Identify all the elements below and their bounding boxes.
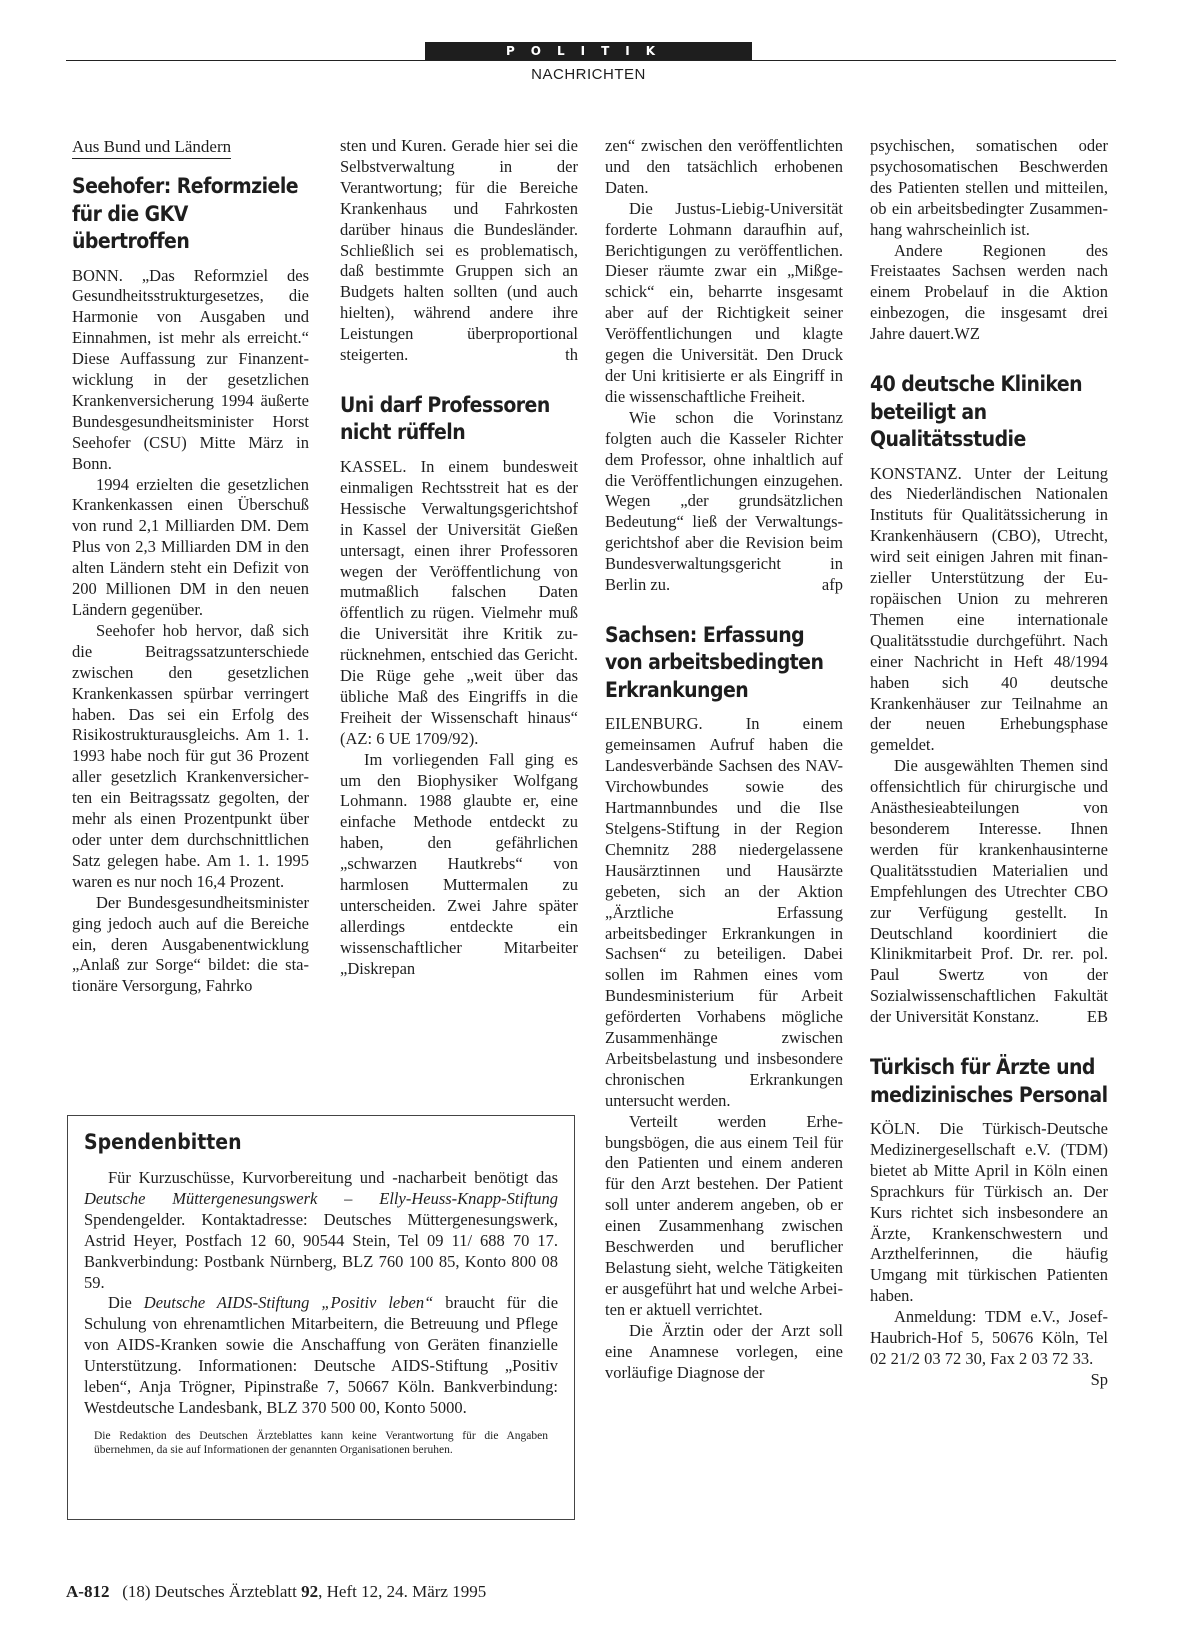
page-number: A-812	[66, 1582, 110, 1601]
article-paragraph: KASSEL. In einem bundesweit einmaligen Rechtsstreit hat es der Hessische Verwaltungsgerichtshof in Kassel der Universität Gießen untersagt, einen ihrer Professoren wegen der Veröffentlichung von mutmaßlich falschen Daten öffentlich zu rügen. Vielmehr muß die Universität ihre Kritik zurücknehmen, entschied das Gericht. Die Rüge gehe „weit über das übliche Maß des Eingriffs in die Freiheit der Wissenschaft hinaus“ (AZ: 6 UE 1709/92).	[340, 456, 578, 748]
article-paragraph: Der Bundesgesundheitsminister ging jedoch auch auf die Bereiche ein, deren Ausgabenentwicklung „Anlaß zur Sorge“ bildet: die stationäre Versorgung, Fahrko	[72, 892, 309, 996]
volume-number: 92	[301, 1582, 319, 1601]
page-footer	[66, 1581, 486, 1603]
article-paragraph: Die ausgewählten Themen sind offensichtlich für chirurgische und Anästhesieabteilungen von besonderem Interesse. Ihnen werden für krankenhausinterne Qualitätsstudien Materialien und Empfehlungen des Utrechter CBO zur Verfügung gestellt. In Deutschland koordiniert die Klinikmitarbeit Prof. Dr. rer. pol. Paul Swertz von der Sozialwissenschaftlichen Fakultät der Universität Konstanz. EB	[870, 756, 1108, 1027]
donation-box	[67, 1115, 575, 1520]
headline-sachsen: Sachsen: Erfassung von arbeitsbedingten Erkrankungen	[605, 622, 824, 702]
article-paragraph: Die Ärztin oder der Arzt soll eine Anamnese vorlegen, eine vorläufige Diagnose der	[605, 1320, 843, 1382]
article-paragraph: Andere Regionen des Freistaates Sachsen werden nach einem Probelauf in die Aktion einbezogen, die insgesamt drei Jahre dauert.WZ	[870, 240, 1108, 344]
organization-name: Deutsche Müttergenesungswerk – Elly-Heuss-Knapp-Stiftung	[84, 1188, 558, 1208]
column-2	[340, 136, 578, 980]
article-paragraph: sten und Kuren. Gerade hier sei die Selbstverwaltung in der Verantwortung; für die Bereiche Krankenhaus und Fahrkosten darüber hinaus die Bundesländer. Schließlich sei es problematisch, daß bestimmte Gruppen sich an Budgets halten sollten (und auch hielten), während andere ihre Leistungen überproportional steigerten. th	[340, 136, 578, 365]
box-paragraph: Für Kurzuschüsse, Kurvorbereitung und -nacharbeit benötigt das Deutsche Müttergenesungswerk – Elly-Heuss-Knapp-Stiftung Spendengelder. Kontaktadresse: Deutsches Müttergenesungswerk, Astrid Heyer, Postfach 12 60, 90544 Stein, Tel 09 11/ 688 70 17. Bankverbindung: Postbank Nürnberg, BLZ 760 100 85, Konto 800 08 59.	[84, 1168, 558, 1292]
headline-uni-professoren: Uni darf Professoren nicht rüffeln	[340, 392, 550, 445]
column-4	[870, 136, 1108, 1391]
rubric-kicker: Aus Bund und Ländern	[72, 136, 231, 159]
section-label: POLITIK	[425, 42, 752, 60]
article-paragraph: BONN. „Das Reformziel des Gesundheitsstrukturgesetzes, die Harmonie von Ausgaben und Einnahmen, ist mehr als erreicht.“ Diese Auffassung zur Finanzentwicklung in der gesetzlichen Krankenversicherung 1994 äußerte Bundesgesundheitsminister Horst Seehofer (CSU) Mitte März in Bonn.	[72, 265, 309, 473]
article-paragraph: Die Justus-Liebig-Universität forderte Lohmann daraufhin auf, Berichtigungen zu veröffentlichen. Dieser räumte zwar ein „Mißgeschick“ ein, beharrte insgesamt aber auf der Richtigkeit seiner Veröffentlichungen und klagte gegen die Universität. Den Druck der Uni kritisierte er als Eingriff in die wissenschaftliche Freiheit.	[605, 198, 843, 406]
issue-date: , Heft 12, 24. März 1995	[318, 1582, 487, 1601]
column-3	[605, 136, 843, 1383]
subsection-label: NACHRICHTEN	[531, 66, 646, 83]
article-paragraph: 1994 erzielten die gesetzlichen Krankenkassen einen Überschuß von rund 2,1 Milliarden DM. Dem Plus von 2,3 Milliarden DM in den alten Ländern steht ein Defizit von 200 Millionen DM in den neuen Ländern gegenüber.	[72, 474, 309, 619]
column-1	[72, 136, 309, 997]
issue-text: (18) Deutsches Ärzteblatt	[122, 1582, 302, 1601]
box-title: Spendenbitten	[84, 1130, 242, 1154]
author-signature: WZ	[954, 324, 980, 344]
article-paragraph: KONSTANZ. Unter der Leitung des Niederländischen Nationalen Instituts für Qualitätssicherung in Krankenhäusern (CBO), Utrecht, wird seit einigen Jahren mit finanzieller Unterstützung der Europäischen Union zu mehreren Themen eine internationale Qualitätsstudie durchgeführt. Nach einer Nachricht in Heft 48/1994 haben sich 40 deutsche Krankenhäuser zur Teilnahme an der neuen Erhebungsphase gemeldet.	[870, 463, 1108, 755]
header-rule	[66, 60, 1116, 61]
author-signature: Sp	[1090, 1369, 1108, 1389]
article-paragraph: Im vorliegenden Fall ging es um den Biophysiker Wolfgang Lohmann. 1988 glaubte er, eine einfache Methode entdeckt zu haben, den gefährlichen „schwarzen Hautkrebs“ von harmlosen Muttermalen zu unterscheiden. Zwei Jahre später allerdings entdeckte ein wissenschaftlicher Mitarbeiter „Diskrepan	[340, 749, 578, 978]
author-signature: afp	[821, 575, 843, 595]
headline-tuerkisch: Türkisch für Ärzte und medizinisches Personal	[870, 1055, 1108, 1107]
headline-kliniken: 40 deutsche Kliniken beteiligt an Qualitätsstudie	[870, 372, 1083, 452]
article-paragraph: KÖLN. Die Türkisch-Deutsche Medizinergesellschaft e.V. (TDM) bietet ab Mitte April in Köln einen Sprachkurs für Türkisch an. Der Kurs richtet sich insbesondere an Ärzte, Krankenschwestern und Arzthelferinnen, die häufig Umgang mit türkischen Patienten haben.	[870, 1119, 1108, 1306]
article-paragraph: Seehofer hob hervor, daß sich die Beitragssatzunterschiede zwischen den gesetzlichen Krankenkassen spürbar verringert haben. Das sei ein Erfolg des Risikostrukturausgleichs. Am 1. 1. 1993 habe noch für gut 36 Prozent aller gesetzlich Krankenversicherten ein Beitragssatz gegolten, der mehr als einen Prozentpunkt über oder unter dem durchschnittlichen Satz gelegen habe. Am 1. 1. 1995 waren es nur noch 16,4 Prozent.	[72, 620, 309, 891]
organization-name: Deutsche AIDS-Stiftung „Positiv leben“	[143, 1293, 434, 1313]
box-paragraph: Die Deutsche AIDS-Stiftung „Positiv leben“ braucht für die Schulung von ehrenamtlichen Mitarbeitern, die Betreuung und Pflege von AIDS-Kranken sowie die Anschaffung von Geräten finanzielle Unterstützung. Informationen: Deutsche AIDS-Stiftung „Positiv leben“, Anja Trögner, Pipinstraße 7, 50667 Köln. Bankverbindung: Westdeutsche Landesbank, BLZ 370 500 00, Konto 5000.	[84, 1293, 559, 1417]
article-paragraph: Anmeldung: TDM e.V., Josef-Haubrich-Hof 5, 50676 Köln, Tel 02 21/2 03 72 30, Fax 2 03 72 33. Sp	[870, 1307, 1108, 1389]
article-paragraph: EILENBURG. In einem gemeinsamen Aufruf haben die Landesverbände Sachsen des NAV-Virchowbundes sowie des Hartmannbundes und die Ilse Stelgens-Stiftung in der Region Chemnitz 288 niedergelassene Hausärztinnen und Hausärzte gebeten, sich an der Aktion „Ärztliche Erfassung arbeitsbedinger Erkrankungen in Sachsen“ zu beteiligen. Dabei sollen im Rahmen eines vom Bundesministerium für Arbeit geförderten Vorhabens mögliche Zusammenhänge zwischen Arbeitsbelastung und insbesondere chronischen Erkrankungen untersucht werden.	[605, 714, 843, 1110]
article-paragraph: zen“ zwischen den veröffentlichten und den tatsächlich erhobenen Daten.	[605, 136, 843, 197]
article-paragraph: psychischen, somatischen oder psychosomatischen Beschwerden des Patienten stellen und mitteilen, ob ein arbeitsbedingter Zusammenhang wahrscheinlich ist.	[870, 136, 1108, 239]
disclaimer-note: Die Redaktion des Deutschen Ärzteblattes kann keine Verantwortung für die Angaben übernehmen, da sie auf Informationen der genannten Organisationen beruhen.	[94, 1429, 548, 1456]
article-paragraph: Verteilt werden Erhebungsbögen, die aus einem Teil für den Patienten und einem anderen für den Arzt bestehen. Der Patient soll unter anderem angeben, ob er einen Zusammenhang zwischen Beschwerden und beruflicher Belastung sieht, welche Tätigkeiten er ausgeführt hat und welche Arbeiten er aktuell verrichtet.	[605, 1111, 843, 1319]
author-signature: th	[565, 345, 578, 365]
headline-seehofer: Seehofer: Reformziele für die GKV übertroffen	[72, 174, 299, 253]
author-signature: EB	[1086, 1007, 1108, 1027]
article-paragraph: Wie schon die Vorinstanz folgten auch die Kasseler Richter dem Professor, ohne inhaltlich auf die Veröffentlichungen einzugehen. Wegen „der grundsätzlichen Bedeutung“ ließ der Verwaltungsgerichtshof aber die Revision beim Bundesverwaltungsgericht in Berlin zu. afp	[605, 407, 843, 595]
